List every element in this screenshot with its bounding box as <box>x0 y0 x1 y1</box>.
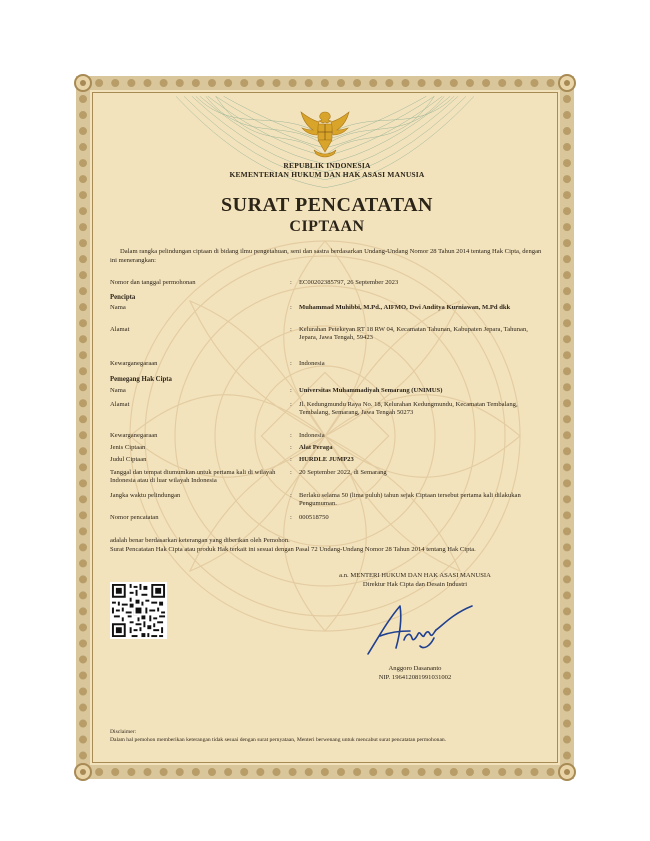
on-behalf-text: a.n. MENTERI HUKUM DAN HAK ASASI MANUSIA <box>339 572 491 579</box>
field-value: Muhammad Muhibbi, M.Pd., AIFMO, Dwi Anditya Kurniawan, M.Pd dkk <box>299 304 511 311</box>
field-label: Nomor dan tanggal permohonan <box>110 279 196 286</box>
certificate-title: SURAT PENCATATAN <box>221 194 433 216</box>
garuda-emblem-icon <box>298 106 352 160</box>
signatory-position: Direktur Hak Cipta dan Desain Industri <box>362 580 468 588</box>
field-value: Universitas Muhammadiyah Semarang (UNIMUS) <box>299 387 443 394</box>
closing-statement <box>110 537 544 554</box>
section-heading-creator: Pencipta <box>110 294 136 301</box>
disclaimer <box>110 728 550 744</box>
field-value: HURDLE JUMP23 <box>299 456 354 463</box>
disclaimer-label: Disclaimer: <box>110 729 137 735</box>
field-value: Alat Peraga <box>299 444 333 451</box>
disclaimer-text: Dalam hal pemohon memberikan keterangan tidak sesuai dengan surat pernyataan, Menteri berwenang untuk mencabut surat pencatatan permohonan. <box>110 737 447 743</box>
section-heading-holder: Pemegang Hak Cipta <box>110 376 172 383</box>
signatory-title-block <box>290 572 540 589</box>
field-label: Jenis Ciptaan <box>110 444 146 451</box>
field-label: Nama <box>110 387 126 394</box>
field-label: Nomor pencatatan <box>110 514 159 521</box>
field-value: Indonesia <box>299 360 325 367</box>
intro-paragraph: Dalam rangka pelindungan ciptaan di bidang ilmu pengetahuan, seni dan sastra berdasarkan Undang-Undang Nomor 28 Tahun 2014 tentang Hak Cipta, dengan ini menerangkan: <box>110 248 542 264</box>
field-value: 000518750 <box>299 514 329 521</box>
signature-image <box>360 598 480 660</box>
signatory-nip: NIP. 196412081991031002 <box>378 673 452 681</box>
corner-ornament <box>74 763 92 781</box>
field-label: Judul Ciptaan <box>110 456 147 463</box>
field-value: Indonesia <box>299 432 325 439</box>
field-value: Kelurahan Petekeyan RT 18 RW 04, Kecamatan Tahunan, Kabupaten Jepara, Tahunan, Jepara, Jawa Tengah, 59423 <box>299 326 528 342</box>
header-country: REPUBLIK INDONESIA <box>283 161 371 170</box>
corner-ornament <box>558 74 576 92</box>
field-label: Alamat <box>110 326 130 333</box>
field-value: Berlaku selama 50 (lima puluh) tahun sejak Ciptaan tersebut pertama kali dilakukan Pengumuman. <box>299 492 521 508</box>
field-label: Kewarganegaraan <box>110 432 158 439</box>
header-ministry: KEMENTERIAN HUKUM DAN HAK ASASI MANUSIA <box>229 170 425 179</box>
field-value: EC00202385797, 26 September 2023 <box>299 279 399 286</box>
field-value: 20 September 2022, di Semarang <box>299 469 387 476</box>
field-label: Jangka waktu pelindungan <box>110 492 181 499</box>
signatory-name: Anggoro Dasananto <box>388 665 442 672</box>
field-label: Alamat <box>110 401 130 408</box>
corner-ornament <box>74 74 92 92</box>
closing-line-2: Surat Pencatatan Hak Cipta atau produk Hak terkait ini sesuai dengan Pasal 72 Undang-Undang Nomor 28 Tahun 2014 tentang Hak Cipta. <box>110 545 476 553</box>
field-label: Kewarganegaraan <box>110 360 158 367</box>
signatory-name-block <box>290 665 540 682</box>
field-value: Jl. Kedungmundu Raya No. 18, Kelurahan Kedungmundu, Kecamatan Tembalang, Tembalang, Semarang, Jawa Tengah 50273 <box>299 401 518 417</box>
field-label: Nama <box>110 304 126 311</box>
qr-code-icon[interactable] <box>110 582 167 639</box>
certificate-subtitle: CIPTAAN <box>289 218 365 235</box>
field-label: Tanggal dan tempat diumumkan untuk pertama kali di wilayah Indonesia atau di luar wilayah Indonesia <box>110 469 276 485</box>
certificate: REPUBLIK INDONESIA KEMENTERIAN HUKUM DAN HAK ASASI MANUSIA SURAT PENCATATAN CIPTAAN Dalam rangka pelindungan ciptaan di bidang ilmu pengetahuan, seni dan sastra berdasarkan Undang-Undang Nomor 28 Tahun 2014 tentang Hak Cipta, dengan ini menerangkan: Nomor dan tanggal permohonan : EC00202385797, 26 September 2023 Pencipta Nama : Muhammad Muhibbi, M.Pd., AIFMO, Dwi Anditya Kurniawan, M.Pd dkk Alamat : Kelurahan Petekeyan RT 18 RW 04, Kecamatan Tahunan, Kabupaten Jepara, Tahunan, Jepara, Jawa Tengah, 59423 Kewarganegaraan : Indonesia Pemegang Hak Cipta Nama : Universitas Muhammadiyah Semarang (UNIMUS) Alamat : Jl. Kedungmundu Raya No. 18, Kelurahan Kedungmundu, Kecamatan Tembalang, Tembalang, Semarang, Jawa Tengah 50273 Kewarganegaraan : Indonesia Jenis Ciptaan : Alat Peraga Judul Ciptaan : HURDLE JUMP23 Tanggal dan tempat diumumkan untuk pertama kali di wilayah Indonesia atau di luar wilayah Indonesia : 20 September 2022, di Semarang Jangka waktu pelindungan : Berlaku selama 50 (lima puluh) tahun sejak Ciptaan tersebut pertama kali dilakukan Pengumuman. Nomor pencatatan : 000518750 adalah benar berdasarkan keterangan yang diberikan oleh Pemohon. Surat Pencatatan Hak Cipta atau produk Hak terkait ini sesuai dengan Pasal 72 Undang-Undang Nomor 28 Tahun 2014 tentang Hak Cipta. a.n. MENTERI HUKUM DAN HAK ASASI MANUSIA Direktur Hak Cipta dan Desain Industri Anggoro Dasananto NIP. 196412081991031002 Disclaimer: Dalam hal pemohon memberikan keterangan tidak sesuai dengan surat pernyataan, Menteri berwenang untuk mencabut surat pencatatan permohonan. <box>76 76 574 779</box>
corner-ornament <box>558 763 576 781</box>
closing-line-1: adalah benar berdasarkan keterangan yang diberikan oleh Pemohon. <box>110 537 290 544</box>
